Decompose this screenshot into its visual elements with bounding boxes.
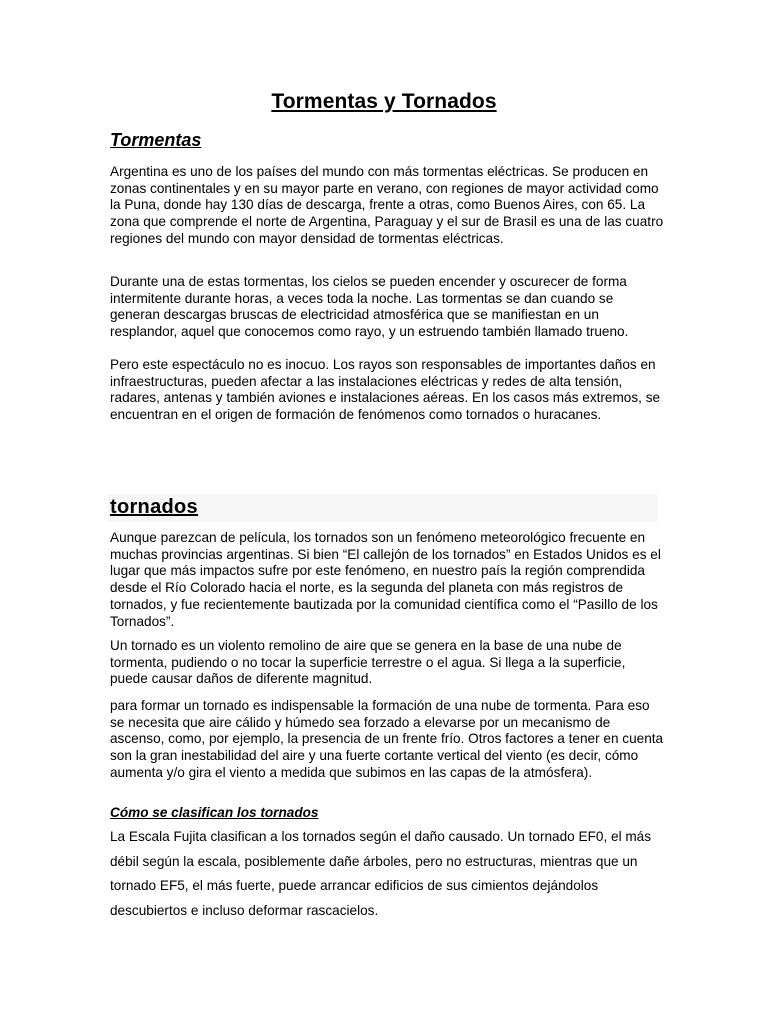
paragraph-tornados-1: Aunque parezcan de película, los tornados son un fenómeno meteorológico frecuente en muchas provincias argentinas. Si bien “El callejón de los tornados” en Estados Unidos es el lugar que más impactos sufre por este fenómeno, en nuestro país la región comprendida desde el Río Colorado hacia el norte, es la segunda del planeta con más registros de tornados, y fue recientemente bautizada por la comunidad científica como el “Pasillo de los Tornados”. [110, 530, 661, 629]
subheading-clasificacion: Cómo se clasifican los tornados [110, 805, 319, 820]
paragraph-tormentas-1: Argentina es uno de los países del mundo con más tormentas eléctricas. Se producen en zonas continentales y en su mayor parte en verano, con regiones de mayor actividad como la Puna, donde hay 130 días de descarga, frente a otras, como Buenos Aires, con 65. La zona que comprende el norte de Argentina, Paraguay y el sur de Brasil es una de las cuatro regiones del mundo con mayor densidad de tormentas eléctricas. [110, 164, 664, 246]
paragraph-tornados-3: para formar un tornado es indispensable la formación de una nube de tormenta. Para eso se necesita que aire cálido y húmedo sea forzado a elevarse por un mecanismo de ascenso, como, por ejemplo, la presencia de un frente frío. Otros factores a tener en cuenta son la gran inestabilidad del aire y una fuerte cortante vertical del viento (es decir, cómo aumenta y/o gira el viento a medida que subimos en las capas de la atmósfera). [110, 698, 664, 780]
section-heading-tornados: tornados [110, 496, 198, 518]
paragraph-clasificacion: La Escala Fujita clasifican a los tornados según el daño causado. Un tornado EF0, el más débil según la escala, posiblemente dañe árboles, pero no estructuras, mientras que un tornado EF5, el más fuerte, puede arrancar edificios de sus cimientos dejándolos descubiertos e incluso deformar rascacielos. [110, 829, 652, 918]
paragraph-tormentas-3: Pero este espectáculo no es inocuo. Los rayos son responsables de importantes daños en infraestructuras, pueden afectar a las instalaciones eléctricas y redes de alta tensión, radares, antenas y también aviones e instalaciones aéreas. En los casos más extremos, se encuentran en el origen de formación de fenómenos como tornados o huracanes. [110, 357, 661, 423]
paragraph-tornados-2: Un tornado es un violento remolino de aire que se genera en la base de una nube de tormenta, pudiendo o no tocar la superficie terrestre o el agua. Si llega a la superficie, puede causar daños de diferente magnitud. [110, 638, 626, 687]
paragraph-tormentas-2: Durante una de estas tormentas, los cielos se pueden encender y oscurecer de forma intermitente durante horas, a veces toda la noche. Las tormentas se dan cuando se generan descargas bruscas de electricidad atmosférica que se manifiestan en un resplandor, aquel que conocemos como rayo, y un estruendo también llamado trueno. [110, 274, 629, 340]
page-title: Tormentas y Tornados [271, 90, 497, 113]
section-heading-tormentas: Tormentas [110, 130, 202, 150]
